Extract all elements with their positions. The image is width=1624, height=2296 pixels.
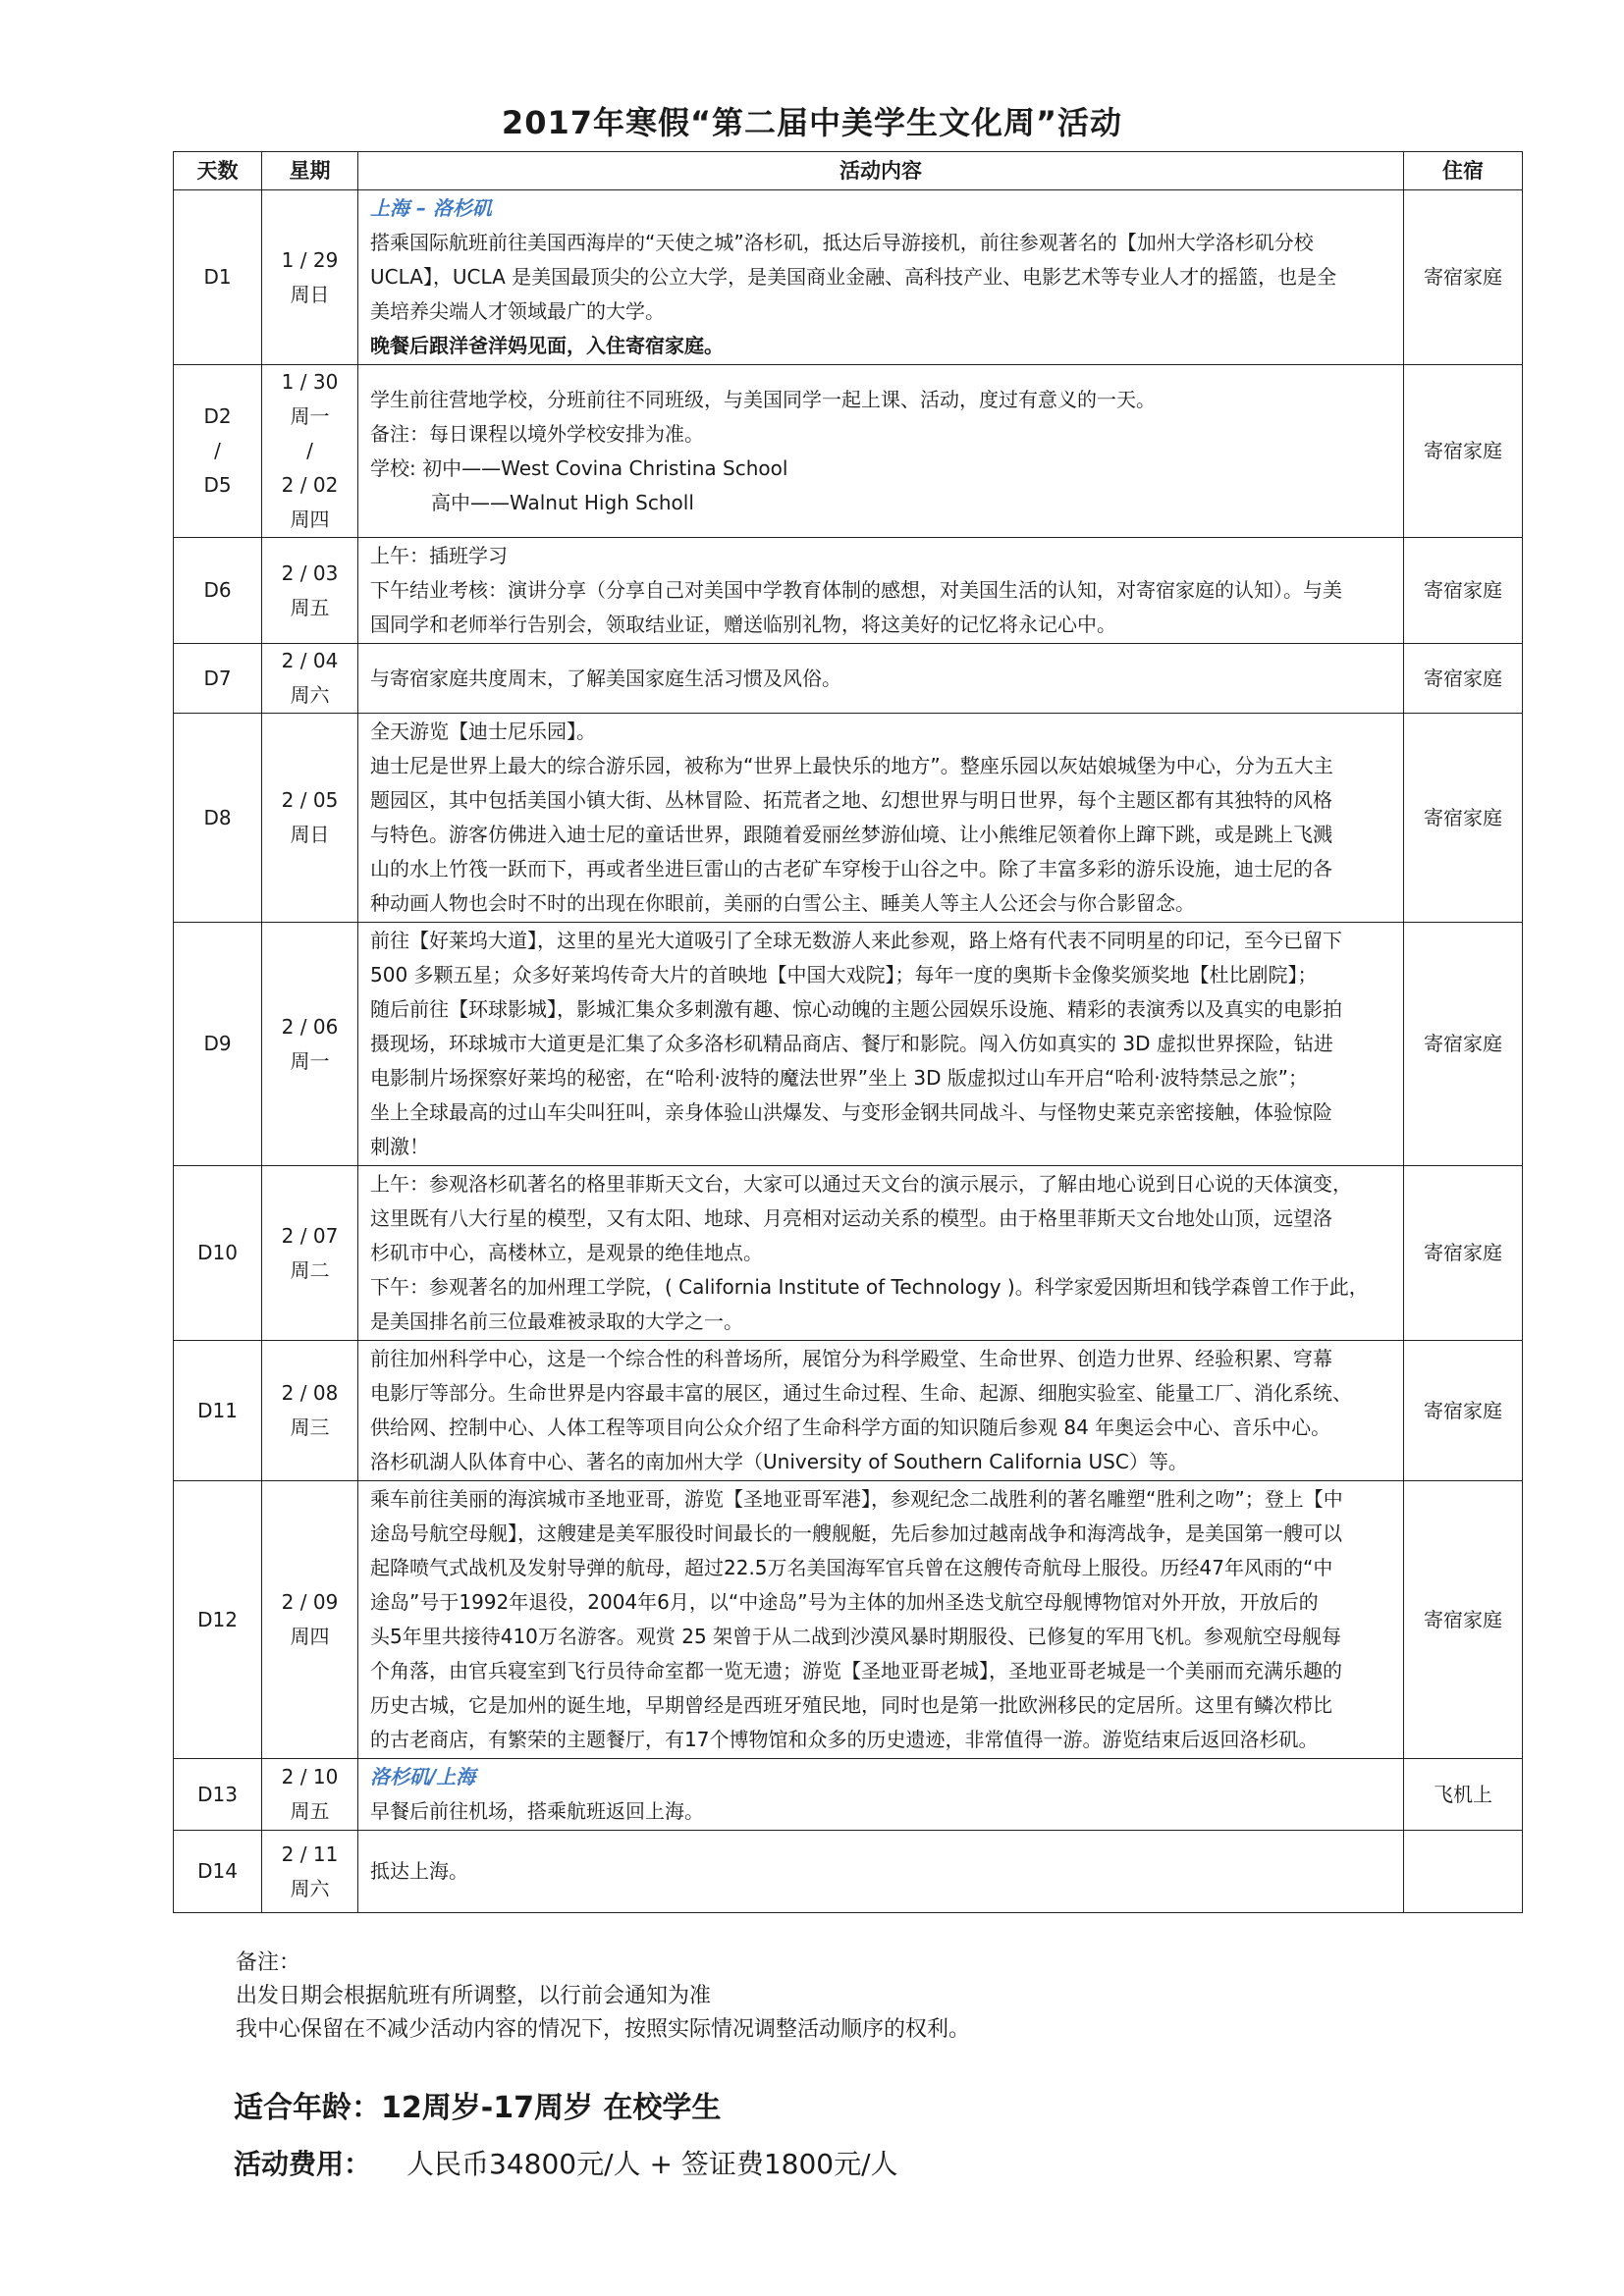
date-cell: [262, 714, 358, 923]
route-heading: 洛杉矶/上海: [370, 1765, 476, 1789]
day-label: D5: [203, 473, 232, 497]
date-label: 2 / 07: [281, 1223, 339, 1248]
activity-line: 下午结业考核：演讲分享（分享自己对美国中学教育体制的感想，对美国生活的认知，对寄宿家庭的认知）。与美: [370, 578, 1342, 602]
activity-line: 晚餐后跟洋爸洋妈见面，入住寄宿家庭。: [370, 334, 724, 357]
day-label: D14: [197, 1859, 238, 1883]
date-cell: [262, 923, 358, 1166]
date-label: 2 / 11: [281, 1842, 339, 1866]
lodging-cell: 寄宿家庭: [1404, 714, 1523, 923]
activity-line: 途岛号航空母舰】，这艘建是美军服役时间最长的一艘舰艇，先后参加过越南战争和海湾战争，是美国第一艘可以: [370, 1522, 1342, 1545]
date-label: 1 / 29: [281, 247, 339, 272]
day-label: D1: [203, 265, 232, 289]
date-label: 1 / 30: [281, 370, 339, 394]
date-label: 2 / 05: [281, 788, 339, 812]
age-requirement: 适合年龄：12周岁-17周岁 在校学生: [234, 2091, 722, 2125]
table-header-row: [174, 152, 1523, 190]
fee-label: 活动费用：: [234, 2148, 372, 2180]
table-row: [174, 190, 1523, 365]
activity-cell: [358, 190, 1404, 365]
activity-line: 洛杉矶湖人队体育中心、著名的南加州大学（University of Southern California USC）等。: [370, 1450, 1188, 1473]
date-label: 周六: [290, 683, 330, 707]
activity-line: 是美国排名前三位最难被录取的大学之一。: [370, 1309, 743, 1333]
route-heading: 上海 – 洛杉矶: [370, 196, 492, 220]
table-row: [174, 1831, 1523, 1913]
activity-line: 上午：参观洛杉矶著名的格里菲斯天文台，大家可以通过天文台的演示展示，了解由地心说到日心说的天体演变，: [370, 1172, 1352, 1196]
fee-plus: +: [649, 2148, 673, 2180]
activity-line: 题园区，其中包括美国小镇大街、丛林冒险、拓荒者之地、幻想世界与明日世界，每个主题区都有其独特的风格: [370, 788, 1332, 812]
activity-line: 下午：参观著名的加州理工学院，( California Institute of Technology )。科学家爱因斯坦和钱学森曾工作于此，: [370, 1275, 1369, 1299]
activity-line: 途岛”号于1992年退役，2004年6月，以“中途岛”号为主体的加州圣迭戈航空母舰博物馆对外开放，开放后的: [370, 1590, 1319, 1614]
date-cell: [262, 538, 358, 644]
notes-section: [236, 1947, 970, 2047]
date-label: 周四: [290, 1625, 330, 1648]
activity-line: UCLA】，UCLA 是美国最顶尖的公立大学，是美国商业金融、高科技产业、电影艺术等专业人才的摇篮，也是全: [370, 265, 1337, 289]
day-label: /: [214, 439, 221, 462]
day-cell: [174, 190, 262, 365]
lodging-cell: 寄宿家庭: [1404, 1481, 1523, 1759]
table-row: [174, 714, 1523, 923]
lodging-cell: 寄宿家庭: [1404, 190, 1523, 365]
activity-line: 种动画人物也会时不时的出现在你眼前，美丽的白雪公主、睡美人等主人公还会与你合影留念。: [370, 891, 1195, 915]
fee-line: [234, 2143, 898, 2182]
date-label: 2 / 04: [281, 649, 339, 672]
day-cell: [174, 1481, 262, 1759]
table-row: [174, 365, 1523, 538]
activity-line: 高中——Walnut High Scholl: [431, 490, 694, 514]
activity-line: 坐上全球最高的过山车尖叫狂叫，亲身体验山洪爆发、与变形金钢共同战斗、与怪物史莱克亲密接触，体验惊险: [370, 1100, 1332, 1124]
date-cell: [262, 1759, 358, 1831]
date-cell: [262, 1341, 358, 1481]
activity-line: 随后前往【环球影城】，影城汇集众多刺激有趣、惊心动魄的主题公园娱乐设施、精彩的表演秀以及真实的电影拍: [370, 997, 1342, 1021]
day-cell: [174, 1341, 262, 1481]
table-row: [174, 644, 1523, 714]
activity-line: 备注：每日课程以境外学校安排为准。: [370, 421, 704, 446]
table-row: [174, 1481, 1523, 1759]
date-cell: [262, 1831, 358, 1913]
day-label: D2: [203, 404, 232, 428]
lodging-cell: 寄宿家庭: [1404, 1341, 1523, 1481]
activity-line: 国同学和老师举行告别会，领取结业证，赠送临别礼物，将这美好的记忆将永记心中。: [370, 613, 1116, 636]
date-label: 2 / 08: [281, 1381, 339, 1405]
day-cell: [174, 1831, 262, 1913]
date-label: 周日: [290, 823, 330, 846]
activity-line: 前往加州科学中心，这是一个综合性的科普场所，展馆分为科学殿堂、生命世界、创造力世界、经验积累、穹幕: [370, 1347, 1332, 1370]
date-label: 2 / 10: [281, 1765, 339, 1789]
date-label: 周六: [290, 1876, 330, 1900]
note-line: 我中心保留在不减少活动内容的情况下，按照实际情况调整活动顺序的权利。: [236, 2017, 971, 2042]
day-label: D9: [203, 1032, 232, 1055]
lodging-cell: 寄宿家庭: [1404, 365, 1523, 538]
day-cell: [174, 923, 262, 1166]
activity-cell: [358, 1341, 1404, 1481]
activity-line: 山的水上竹筏一跃而下，再或者坐进巨雷山的古老矿车穿梭于山谷之中。除了丰富多彩的游乐设施，迪士尼的各: [370, 857, 1332, 881]
activity-cell: [358, 1481, 1404, 1759]
table-row: [174, 1341, 1523, 1481]
activity-cell: [358, 1166, 1404, 1341]
date-label: 周一: [290, 1048, 330, 1073]
date-label: 2 / 03: [281, 561, 339, 585]
activity-line: 学生前往营地学校，分班前往不同班级，与美国同学一起上课、活动，度过有意义的一天。: [370, 387, 1156, 411]
fee-visa: 签证费1800元/人: [680, 2148, 898, 2180]
activity-line: 抵达上海。: [370, 1859, 468, 1883]
activity-line: 个角落，由官兵寝室到飞行员待命室都一览无遗；游览【圣地亚哥老城】，圣地亚哥老城是一个美丽而充满乐趣的: [370, 1659, 1342, 1682]
day-label: D11: [197, 1398, 238, 1422]
activity-line: 电影制片场探察好莱坞的秘密，在“哈利·波特的魔法世界”坐上 3D 版虚拟过山车开启“哈利·波特禁忌之旅”；: [370, 1066, 1308, 1090]
activity-line: 前往【好莱坞大道】，这里的星光大道吸引了全球无数游人来此参观，路上烙有代表不同明星的印记，至今已留下: [370, 929, 1342, 952]
activity-cell: [358, 1759, 1404, 1831]
date-cell: [262, 365, 358, 538]
header-day: 天数: [174, 152, 262, 190]
activity-line: 电影厅等部分。生命世界是内容最丰富的展区，通过生命过程、生命、起源、细胞实验室、能量工厂、消化系统、: [370, 1381, 1352, 1405]
activity-line: 早餐后前往机场，搭乘航班返回上海。: [370, 1799, 704, 1823]
itinerary-rows: [174, 190, 1523, 1913]
activity-line: 历史古城，它是加州的诞生地，早期曾经是西班牙殖民地，同时也是第一批欧洲移民的定居所。这里有鳞次栉比: [370, 1693, 1332, 1717]
fee-price: 人民币34800元/人: [406, 2148, 641, 2180]
activity-line: 摄现场，环球城市大道更是汇集了众多洛杉矶精品商店、餐厅和影院。闯入仿如真实的 3D 虚拟世界探险，钻进: [370, 1032, 1333, 1055]
date-label: 周四: [290, 507, 330, 531]
date-label: 周五: [290, 1799, 330, 1823]
day-cell: [174, 365, 262, 538]
date-label: 周日: [290, 282, 330, 306]
table-row: [174, 1759, 1523, 1831]
activity-line: 迪士尼是世界上最大的综合游乐园，被称为“世界上最快乐的地方”。整座乐园以灰姑娘城堡为中心，分为五大主: [370, 754, 1333, 777]
day-cell: [174, 1166, 262, 1341]
activity-line: 上午：插班学习: [370, 544, 508, 567]
activity-cell: [358, 365, 1404, 538]
note-line: 出发日期会根据航班有所调整，以行前会通知为准: [236, 1984, 712, 2008]
date-cell: [262, 190, 358, 365]
header-activity: 活动内容: [358, 152, 1404, 190]
activity-line: 这里既有八大行星的模型，又有太阳、地球、月亮相对运动关系的模型。由于格里菲斯天文台地处山顶，远望洛: [370, 1206, 1332, 1230]
date-label: /: [306, 439, 313, 462]
notes-label: 备注：: [236, 1950, 301, 1975]
activity-line: 杉矶市中心，高楼林立，是观景的绝佳地点。: [370, 1241, 763, 1264]
page-title: 2017年寒假“第二届中美学生文化周”活动: [501, 104, 1123, 141]
date-label: 周一: [290, 404, 330, 428]
day-cell: [174, 1759, 262, 1831]
date-cell: [262, 1481, 358, 1759]
activity-cell: [358, 1831, 1404, 1913]
date-label: 周五: [290, 595, 330, 619]
lodging-cell: 寄宿家庭: [1404, 644, 1523, 714]
day-label: D10: [197, 1241, 238, 1264]
activity-cell: [358, 538, 1404, 644]
activity-cell: [358, 923, 1404, 1166]
date-label: 周二: [290, 1257, 330, 1282]
date-label: 周三: [290, 1415, 330, 1439]
lodging-cell: 寄宿家庭: [1404, 923, 1523, 1166]
activity-line: 全天游览【迪士尼乐园】。: [370, 720, 596, 743]
activity-line: 500 多颗五星；众多好莱坞传奇大片的首映地【中国大戏院】；每年一度的奥斯卡金像奖颁奖地【杜比剧院】；: [370, 963, 1318, 987]
activity-line: 美培养尖端人才领域最广的大学。: [370, 299, 665, 323]
activity-line: 乘车前往美丽的海滨城市圣地亚哥，游览【圣地亚哥军港】，参观纪念二战胜利的著名雕塑“胜利之吻”；登上【中: [370, 1487, 1343, 1511]
day-label: D7: [203, 666, 232, 690]
table-row: [174, 1166, 1523, 1341]
activity-line: 与特色。游客仿佛进入迪士尼的童话世界，跟随着爱丽丝梦游仙境、让小熊维尼领着你上蹿下跳，或是跳上飞溅: [370, 823, 1332, 846]
date-label: 2 / 06: [281, 1014, 339, 1039]
day-label: D13: [197, 1782, 238, 1806]
date-cell: [262, 644, 358, 714]
activity-line: 供给网、控制中心、人体工程等项目向公众介绍了生命科学方面的知识随后参观 84 年奥运会中心、音乐中心。: [370, 1415, 1331, 1439]
activity-cell: [358, 644, 1404, 714]
header-stay: 住宿: [1404, 152, 1523, 190]
day-cell: [174, 714, 262, 923]
day-cell: [174, 538, 262, 644]
table-row: [174, 538, 1523, 644]
activity-cell: [358, 714, 1404, 923]
lodging-cell: [1404, 1831, 1523, 1913]
date-label: 2 / 09: [281, 1590, 339, 1614]
activity-line: 头5年里共接待410万名游客。观赏 25 架曾于从二战到沙漠风暴时期服役、已修复的军用飞机。参观航空母舰每: [370, 1625, 1342, 1648]
day-label: D12: [197, 1607, 238, 1631]
activity-line: 的古老商店，有繁荣的主题餐厅，有17个博物馆和众多的历史遗迹，非常值得一游。游览结束后返回洛杉矶。: [370, 1728, 1319, 1751]
lodging-cell: 寄宿家庭: [1404, 1166, 1523, 1341]
header-week: 星期: [262, 152, 358, 190]
date-cell: [262, 1166, 358, 1341]
day-label: D8: [203, 805, 232, 829]
activity-line: 搭乘国际航班前往美国西海岸的“天使之城”洛杉矶，抵达后导游接机，前往参观著名的【加州大学洛杉矶分校: [370, 231, 1314, 254]
activity-line: 学校: 初中——West Covina Christina School: [370, 455, 788, 480]
day-label: D6: [203, 578, 232, 602]
lodging-cell: 飞机上: [1404, 1759, 1523, 1831]
day-cell: [174, 644, 262, 714]
activity-line: 与寄宿家庭共度周末，了解美国家庭生活习惯及风俗。: [370, 666, 841, 690]
activity-line: 刺激！: [370, 1135, 429, 1158]
itinerary-table: [173, 151, 1523, 1913]
activity-line: 起降喷气式战机及发射导弹的航母，超过22.5万名美国海军官兵曾在这艘传奇航母上服役。历经47年风雨的“中: [370, 1556, 1333, 1579]
lodging-cell: 寄宿家庭: [1404, 538, 1523, 644]
table-row: [174, 923, 1523, 1166]
date-label: 2 / 02: [281, 473, 339, 497]
